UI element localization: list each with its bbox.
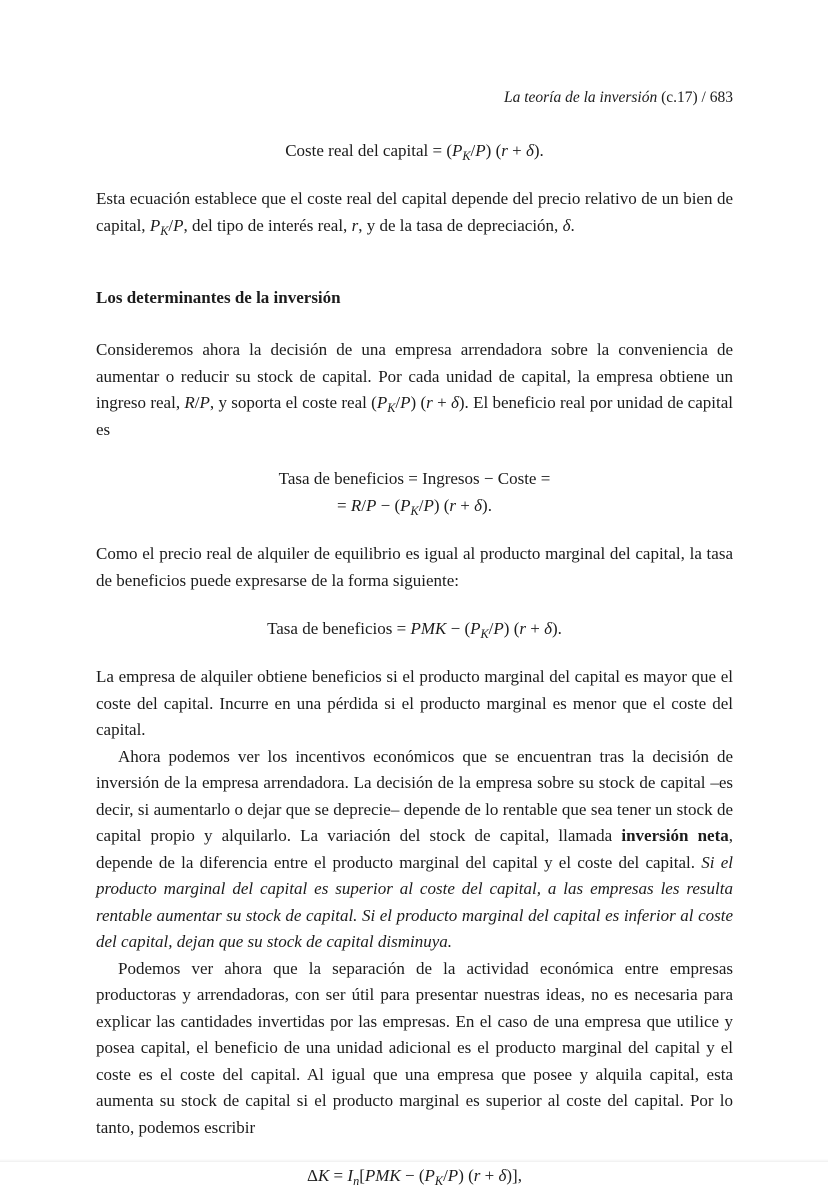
equation-delta-k: $\Delta K = I_n[PMK - (P_K/P) (r + \delta)]$, xyxy=(307,1166,522,1189)
running-header: La teoría de la inversión (c.17) / 683 xyxy=(503,89,733,106)
paragraph-rental-firm-decision: Consideremos ahora la decisión de una empresa arrendadora sobre la conveniencia de aumentar o reducir su stock de capital. Por cada unidad de capital, la empresa obtiene un ingreso real, R/P, y soporta el coste real $(P_K/P) (r + \delta)$. El beneficio real por unidad de capital es xyxy=(96,340,733,439)
paragraph-profit-or-loss: La empresa de alquiler obtiene beneficios si el producto marginal del capital es mayor que el coste del capital. Incurre en una pérdida si el producto marginal es menor que el coste del capital. xyxy=(96,667,733,739)
paragraph-cost-equation-explanation: Esta ecuación establece que el coste real del capital depende del precio relativo de un bien de capital, $P_K/P$, del tipo de interés real, r, y de la tasa de depreciación, δ. xyxy=(96,189,733,238)
equation-profit-rate-line-2: = $R/P - (P_K/P) (r + \delta)$. xyxy=(337,496,492,519)
paragraph-separation-of-activity: Podemos ver ahora que la separación de la actividad económica entre empresas productoras y arrendadoras, con ser útil para presentar nuestras ideas, no es necesaria para explicar las cantidades invertidas por las empresas. En el caso de una empresa que utilice y posea capital, el beneficio de una unidad adicional es el producto marginal del capital y el coste es el coste del capital. Al igual que una empresa que posee y alquila capital, esta aumenta su stock de capital si el producto marginal es superior al coste del capital. Por lo tanto, podemos escribir xyxy=(96,958,733,1137)
section-heading-determinantes-inversion: Los determinantes de la inversión xyxy=(96,288,341,307)
paragraph-equilibrium-rental-price: Como el precio real de alquiler de equilibrio es igual al producto marginal del capital, la tasa de beneficios puede expresarse de la forma siguiente: xyxy=(96,544,733,590)
equation-real-cost-of-capital: Coste real del capital = $(P_K/P) (r + \delta)$. xyxy=(285,141,544,164)
page-bottom-edge xyxy=(0,1159,828,1162)
equation-profit-rate-line-1: Tasa de beneficios = Ingresos − Coste = xyxy=(278,469,551,488)
equation-profit-rate-pmk: Tasa de beneficios = PMK − $(P_K/P) (r + \delta)$. xyxy=(267,619,562,642)
paragraph-net-investment: Ahora podemos ver los incentivos económicos que se encuentran tras la decisión de inversión de la empresa arrendadora. La decisión de la empresa sobre su stock de capital –es decir, si aumentarlo o dejar que se deprecie– depende de lo rentable que sea tener un stock de capital propio y alquilarlo. La variación del stock de capital, llamada inversión neta, depende de la diferencia entre el producto marginal del capital y el coste del capital. Si el producto marginal del capital es superior al coste del capital, a las empresas les resulta rentable aumentar su stock de capital. Si el producto marginal del capital es inferior al coste del capital, dejan que su stock de capital disminuya. xyxy=(96,746,733,951)
equation-profit-rate-block xyxy=(96,465,733,519)
